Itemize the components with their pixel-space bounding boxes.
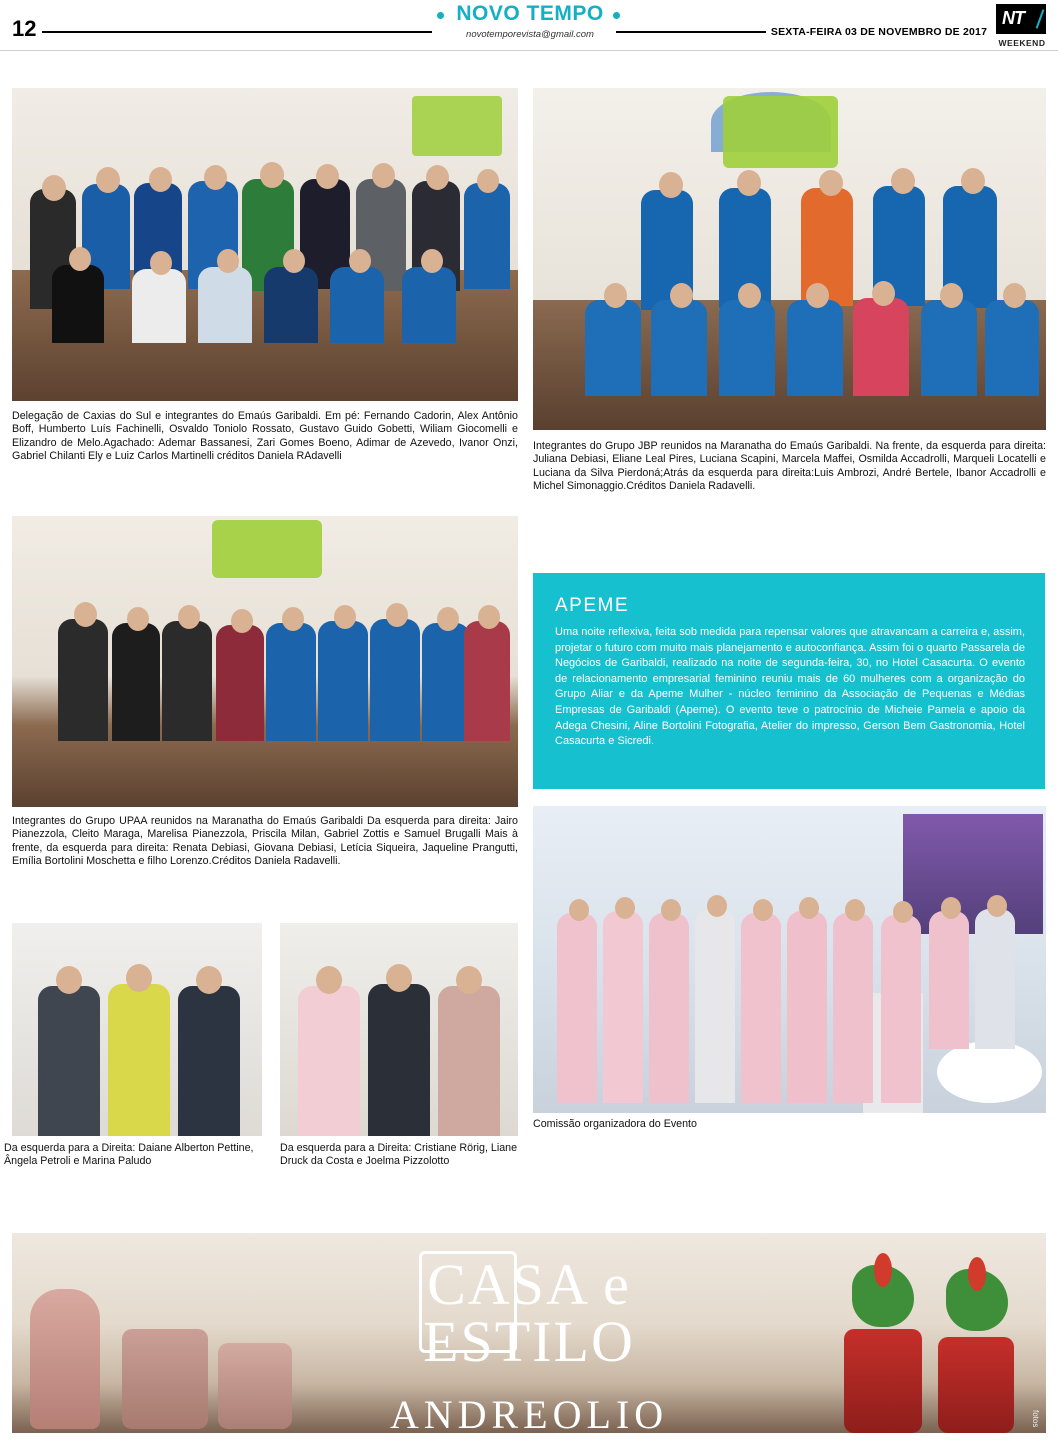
apeme-article-box <box>533 573 1045 789</box>
weekend-label: WEEKEND <box>998 38 1046 48</box>
ad-photo-credit: fotos <box>1031 1409 1040 1427</box>
publication-email: novotemporevista@gmail.com <box>466 29 594 40</box>
photo-people <box>533 806 1046 1113</box>
nt-logo-badge <box>996 4 1046 34</box>
caption-photo3: Integrantes do Grupo UPAA reunidos na Maranatha do Emaús Garibaldi Da esquerda para direita: Jairo Pianezzola, Cleito Maraga, Marelisa Pianezzola, Priscila Milan, Gabriel Zottis e Samuel Brugalli Mais à frente, da esquerda para direita: Renata Debiasi, Giovana Debiasi, Letícia Siqueira, Jaqueline Prangutti, Emília Bortolini Moschetta e filho Lorenzo.Créditos Daniela Radavelli. <box>12 815 518 868</box>
ad-logo-line2: ESTILO <box>423 1309 635 1374</box>
apeme-title: APEME <box>555 595 630 616</box>
photo-emaus-delegation <box>12 88 518 401</box>
masthead-title-group <box>430 2 630 40</box>
advertisement-casa-e-estilo[interactable] <box>12 1233 1046 1433</box>
photo-people <box>12 516 518 807</box>
photo-people <box>12 88 518 401</box>
photo-grupo-jbp <box>533 88 1046 430</box>
photo-comissao-organizadora <box>533 806 1046 1113</box>
photo-trio-1 <box>12 923 262 1136</box>
photo-people <box>12 923 262 1136</box>
ad-brand-name: ANDREOLIO <box>389 1392 669 1433</box>
photo-people <box>280 923 518 1136</box>
ad-logo <box>423 1252 635 1374</box>
photo-people <box>533 88 1046 430</box>
header-divider <box>0 50 1058 51</box>
photo-trio-2 <box>280 923 518 1136</box>
issue-date: SEXTA-FEIRA 03 DE NOVEMBRO DE 2017 <box>770 26 988 38</box>
header-dot-right-icon <box>613 12 620 19</box>
caption-photo5: Da esquerda para a Direita: Cristiane Rörig, Liane Druck da Costa e Joelma Pizzolotto <box>280 1142 518 1168</box>
ad-logo-line1: CASA e <box>427 1252 631 1317</box>
page-header <box>0 0 1058 52</box>
nt-logo-text: NT <box>1002 8 1024 28</box>
header-rule-right <box>616 31 766 33</box>
caption-photo4: Da esquerda para a Direita: Daiane Alberton Pettine, Ângela Petroli e Marina Paludo <box>4 1142 254 1168</box>
photo-grupo-upaa <box>12 516 518 807</box>
nt-logo-slash-icon <box>1036 9 1045 28</box>
apeme-body: Uma noite reflexiva, feita sob medida para repensar valores que atravancam a carreira e, assim, projetar o futuro com muito mais planejamento e autoconfiança. Assim foi o quarto Passarela de Negócios de Garibaldi, realizado na noite de segunda-feira, 30, no Hotel Casacurta. O evento de relacionamento empresarial feminino reuniu mais de 60 mulheres com a organização do Grupo Aliar e da Apeme Mulher - núcleo feminino da Associação de Pequenas e Médias Empresas de Garibaldi (Apeme). O evento teve o patrocínio de Micheie Pamela e apoio da Adega Chesini, Aline Bortolini Fotografia, Atelier do impresso, Gerson Bem Gastronomia, Hotel Casacurta e Sicredi. <box>555 626 1025 748</box>
caption-photo2: Integrantes do Grupo JBP reunidos na Maranatha do Emaús Garibaldi. Na frente, da esquerda para direita: Juliana Debiasi, Eliane Leal Pires, Luciana Scapini, Marcela Maffei, Osmilda Accadrolli, Marqueli Locatelli e Luciana da Silva Pierdoná;Atrás da esquerda para direita:Luis Ambrozi, André Bertele, Ibanor Accadrolli e Michel Simonaggio.Créditos Daniela Radavelli. <box>533 440 1046 493</box>
page-number: 12 <box>12 16 37 41</box>
header-rule-left <box>42 31 432 33</box>
publication-title: NOVO TEMPO <box>456 2 604 25</box>
caption-photo1: Delegação de Caxias do Sul e integrantes do Emaús Garibaldi. Em pé: Fernando Cadorin, Alex Antônio Boff, Humberto Luís Fachinelli, Osvaldo Toniolo Rossato, Gustavo Guido Gobetti, Wiliam Giocomelli e Elizandro de Melo.Agachado: Ademar Bassanesi, Zari Gomes Boeno, Adimar de Azevedo, Ivanor Onzi, Gabriel Chilanti Ely e Luiz Carlos Martinelli créditos Daniela RAdavelli <box>12 410 518 463</box>
caption-photo6: Comissão organizadora do Evento <box>533 1118 697 1130</box>
